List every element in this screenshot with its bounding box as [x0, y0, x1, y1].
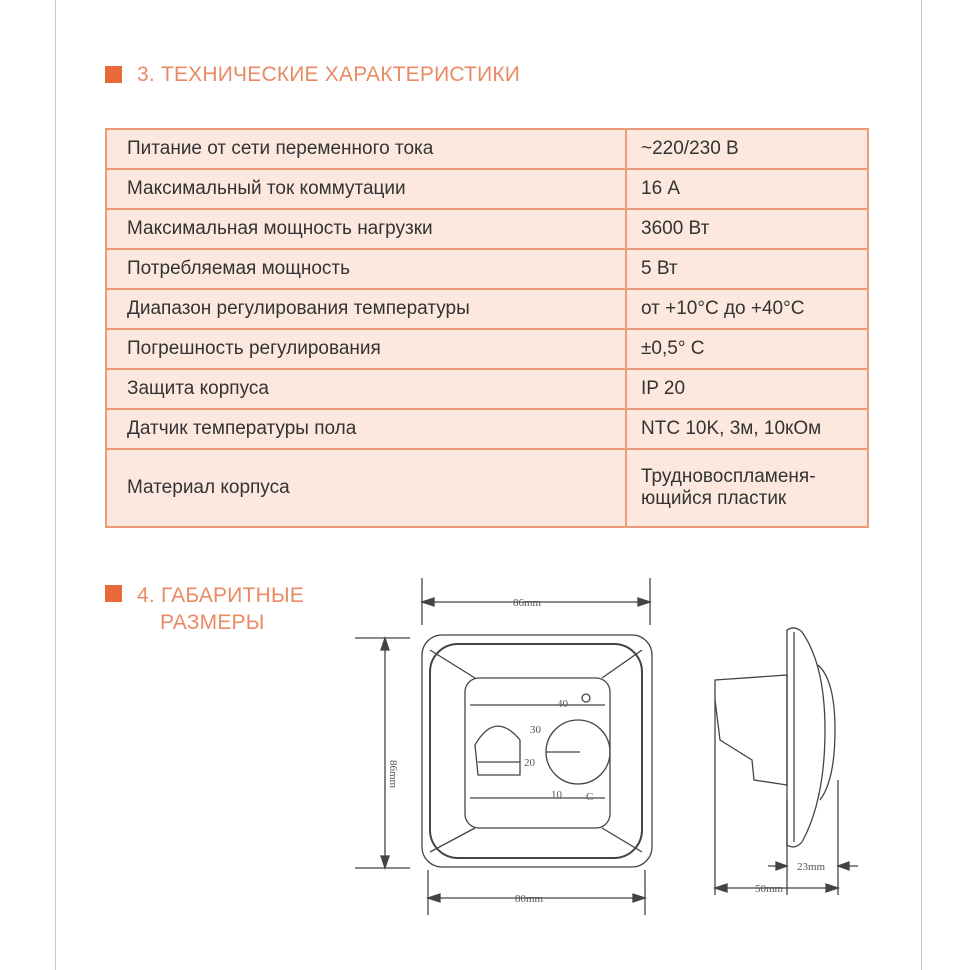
spec-value: от +10°С до +40°С	[626, 289, 868, 329]
spec-value-line: ющийся пластик	[641, 488, 787, 509]
scale-unit: C	[586, 791, 594, 803]
spec-row	[106, 409, 868, 449]
section-3-title: 3. ТЕХНИЧЕСКИЕ ХАРАКТЕРИСТИКИ	[137, 63, 521, 86]
spec-name: Датчик температуры пола	[106, 409, 626, 449]
spec-row	[106, 289, 868, 329]
spec-value: 5 Вт	[626, 249, 868, 289]
scale-40: 40	[557, 698, 568, 710]
spec-value: 3600 Вт	[626, 209, 868, 249]
spec-row	[106, 369, 868, 409]
spec-value: IP 20	[626, 369, 868, 409]
spec-name: Защита корпуса	[106, 369, 626, 409]
spec-name: Погрешность регулирования	[106, 329, 626, 369]
spec-name: Материал корпуса	[106, 449, 626, 527]
depth-total-label: 50mm	[755, 883, 784, 895]
side-view	[715, 628, 858, 895]
width-top-label: 86mm	[513, 597, 542, 609]
spec-row	[106, 249, 868, 289]
spec-name: Диапазон регулирования температуры	[106, 289, 626, 329]
section-4-title-line: 4. ГАБАРИТНЫЕ	[137, 584, 304, 607]
spec-value: ±0,5° С	[626, 329, 868, 369]
section-4-title	[137, 582, 304, 636]
depth-front-label: 23mm	[797, 861, 826, 873]
dimension-drawing	[350, 570, 870, 930]
scale-30: 30	[530, 724, 541, 736]
spec-value: NTC 10K, 3м, 10кОм	[626, 409, 868, 449]
spec-value: ~220/230 В	[626, 129, 868, 169]
spec-row	[106, 129, 868, 169]
spec-value-line: Трудновоспламеня-	[641, 466, 816, 487]
section-marker-icon	[105, 66, 122, 83]
spec-row	[106, 449, 868, 527]
page-border-left	[55, 0, 56, 970]
specs-table	[105, 128, 869, 528]
spec-name: Максимальный ток коммутации	[106, 169, 626, 209]
spec-name: Питание от сети переменного тока	[106, 129, 626, 169]
spec-value	[626, 449, 868, 527]
spec-value: 16 А	[626, 169, 868, 209]
spec-name: Максимальная мощность нагрузки	[106, 209, 626, 249]
section-4-title-line: РАЗМЕРЫ	[160, 611, 265, 634]
front-view	[355, 578, 652, 915]
scale-20: 20	[524, 757, 535, 769]
spec-name: Потребляемая мощность	[106, 249, 626, 289]
page-border-right	[921, 0, 922, 970]
scale-10: 10	[551, 789, 562, 801]
width-bottom-label: 80mm	[515, 893, 544, 905]
spec-row	[106, 329, 868, 369]
spec-row	[106, 209, 868, 249]
height-label: 86mm	[387, 760, 399, 789]
spec-row	[106, 169, 868, 209]
section-marker-icon	[105, 585, 122, 602]
